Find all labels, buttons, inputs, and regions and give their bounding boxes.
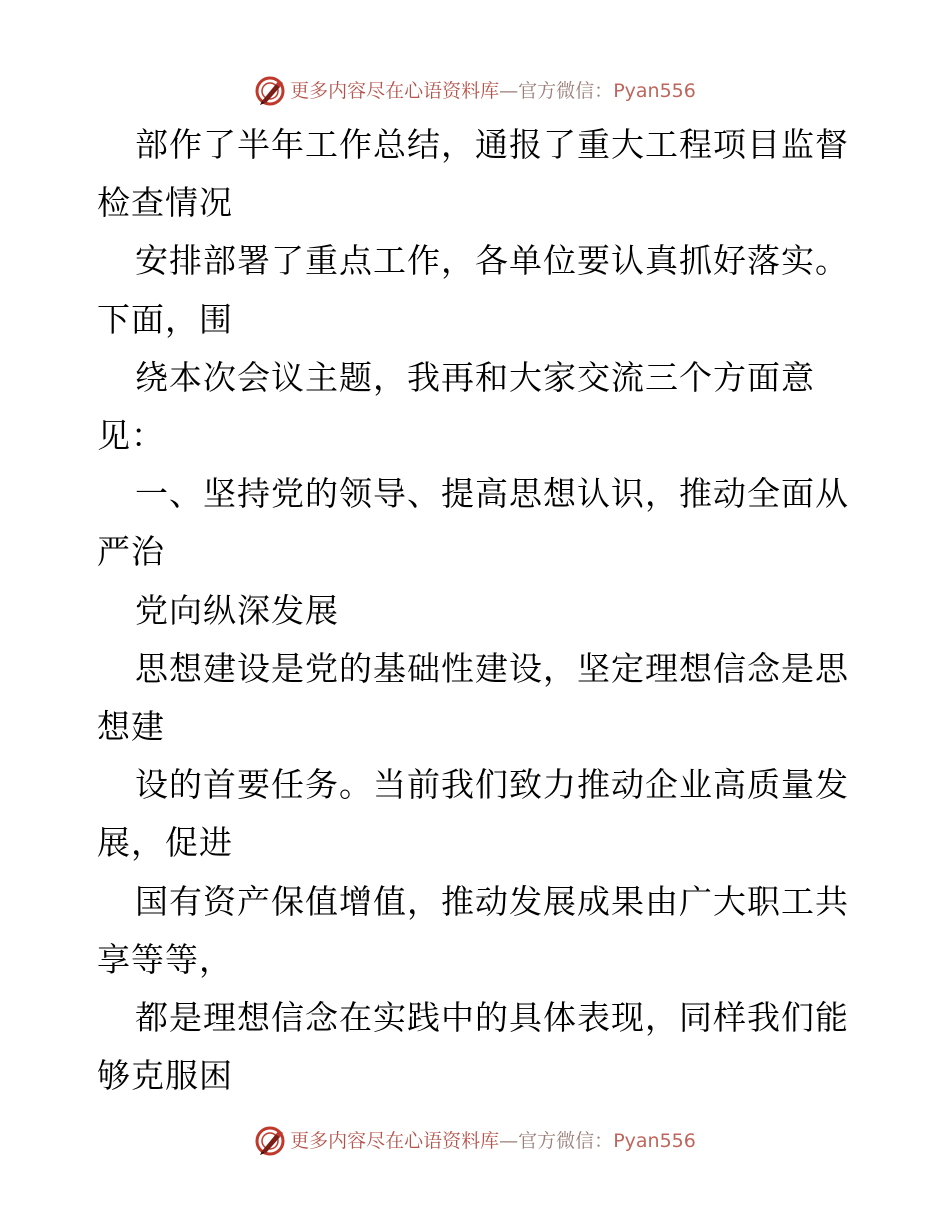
banner-wechat-id: Pyan556 [613, 80, 696, 102]
paragraph: 设的首要任务。当前我们致力推动企业高质量发展，促进 [97, 765, 849, 863]
banner-official-label: —官方微信： [499, 80, 614, 102]
footer-banner [0, 1121, 950, 1161]
paragraph: 安排部署了重点工作，各单位要认真抓好落实。下面，围 [97, 241, 849, 339]
banner-site-name: 更多内容尽在心语资料库 [290, 80, 500, 102]
paragraph: 绕本次会议主题，我再和大家交流三个方面意见： [97, 357, 815, 456]
section-heading-continued: 党向纵深发展 [135, 590, 339, 630]
pen-logo-icon [254, 75, 286, 107]
pen-logo-icon [254, 1125, 286, 1157]
banner-official-label: —官方微信： [499, 1130, 614, 1152]
banner-site-name: 更多内容尽在心语资料库 [290, 1130, 500, 1152]
paragraph: 都是理想信念在实践中的具体表现，同样我们能够克服困 [97, 998, 849, 1096]
paragraph: 部作了半年工作总结，通报了重大工程项目监督检查情况 [97, 125, 849, 223]
header-banner [0, 71, 950, 111]
paragraph: 国有资产保值增值，推动发展成果由广大职工共享等等， [97, 881, 849, 979]
banner-text [290, 1121, 696, 1161]
document-body [97, 116, 867, 1105]
banner-wechat-id: Pyan556 [613, 1130, 696, 1152]
banner-text [290, 71, 696, 111]
paragraph: 思想建设是党的基础性建设，坚定理想信念是思想建 [97, 648, 849, 747]
section-heading: 一、坚持党的领导、提高思想认识，推动全面从严治 [97, 474, 849, 572]
